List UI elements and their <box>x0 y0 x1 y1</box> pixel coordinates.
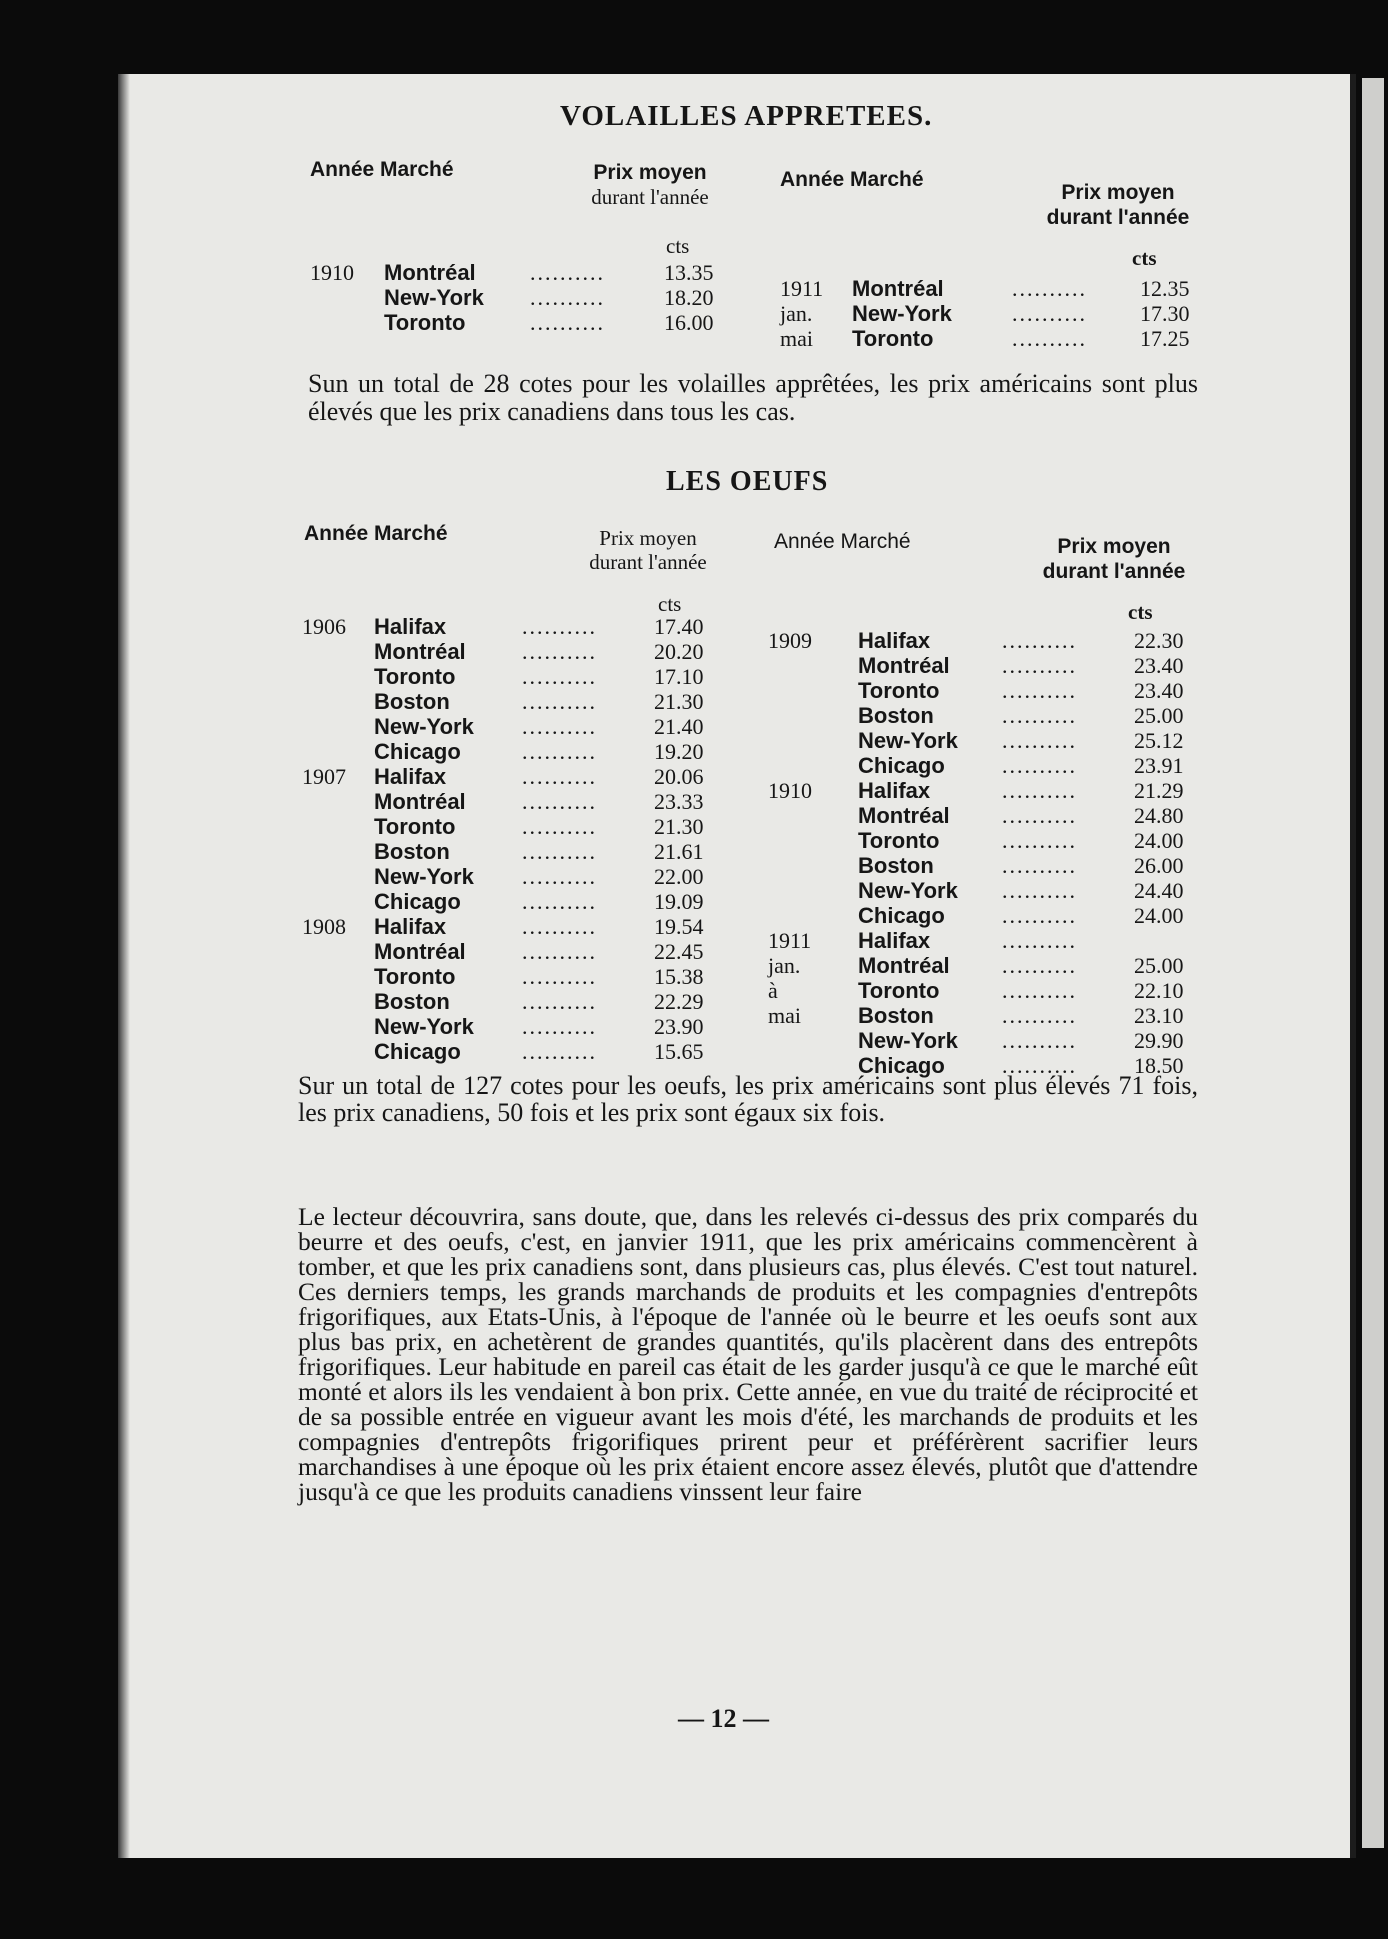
leader-dots: .......... <box>522 1039 597 1064</box>
leader-dots: .......... <box>522 764 597 789</box>
table-row <box>780 276 1200 301</box>
row-market: Chicago <box>858 903 945 928</box>
row-year: 1911 <box>780 276 824 301</box>
row-year: jan. <box>780 301 813 326</box>
row-price: 17.40 <box>654 614 704 639</box>
table-row <box>768 753 1208 778</box>
row-market: Toronto <box>858 828 940 853</box>
section-title-oeufs: LES OEUFS <box>666 466 829 497</box>
row-year: 1910 <box>310 260 354 285</box>
row-market: Chicago <box>374 739 461 764</box>
row-market: Toronto <box>858 678 940 703</box>
table-row <box>768 678 1208 703</box>
oeufs-table-left <box>302 614 732 1064</box>
leader-dots: .......... <box>1002 778 1077 803</box>
row-price: 17.30 <box>1140 301 1190 326</box>
row-price: 22.10 <box>1134 978 1184 1003</box>
table-row <box>780 326 1200 351</box>
row-year: jan. <box>768 953 801 978</box>
row-price: 21.30 <box>654 689 704 714</box>
row-market: Montréal <box>852 276 944 301</box>
row-market: Halifax <box>858 778 931 803</box>
row-price: 20.20 <box>654 639 704 664</box>
row-market: Boston <box>374 839 450 864</box>
col-prix-header-right: Prix moyen durant l'année <box>1046 181 1190 229</box>
row-market: New-York <box>374 714 474 739</box>
leader-dots: .......... <box>1002 653 1077 678</box>
oeufs-unit-cts-right: cts <box>1128 600 1153 624</box>
leader-dots: .......... <box>530 260 605 285</box>
table-row <box>768 953 1208 978</box>
row-year: 1911 <box>768 928 812 953</box>
row-market: Chicago <box>858 753 945 778</box>
row-market: Montréal <box>858 953 950 978</box>
oeufs-col-prix-header: Prix moyen durant l'année <box>589 526 707 574</box>
leader-dots: .......... <box>522 789 597 814</box>
row-market: New-York <box>852 301 952 326</box>
row-price: 25.12 <box>1134 728 1184 753</box>
leader-dots: .......... <box>1002 1028 1077 1053</box>
row-price: 24.00 <box>1134 828 1184 853</box>
row-year: 1907 <box>302 764 346 789</box>
row-market: Chicago <box>374 1039 461 1064</box>
leader-dots: .......... <box>522 839 597 864</box>
row-price: 15.65 <box>654 1039 704 1064</box>
row-market: Toronto <box>374 814 456 839</box>
table-row <box>302 964 732 989</box>
binding-shadow <box>118 74 130 1858</box>
row-price: 21.40 <box>654 714 704 739</box>
row-price: 23.90 <box>654 1014 704 1039</box>
row-price: 21.30 <box>654 814 704 839</box>
leader-dots: .......... <box>1012 276 1087 301</box>
table-row <box>302 639 732 664</box>
leader-dots: .......... <box>522 1014 597 1039</box>
row-price: 18.50 <box>1134 1053 1184 1078</box>
table-row <box>768 903 1208 928</box>
leader-dots: .......... <box>1002 1003 1077 1028</box>
row-market: Toronto <box>852 326 934 351</box>
leader-dots: .......... <box>1012 301 1087 326</box>
leader-dots: .......... <box>1002 903 1077 928</box>
row-price: 24.80 <box>1134 803 1184 828</box>
oeufs-summary: Sur un total de 127 cotes pour les oeufs, les prix américains sont plus élevés 71 fois, les prix canadiens, 50 fois et les prix sont égaux six fois. <box>298 1071 1198 1127</box>
row-price: 21.29 <box>1134 778 1184 803</box>
leader-dots: .......... <box>530 310 605 335</box>
table-row <box>768 828 1208 853</box>
row-market: New-York <box>374 1014 474 1039</box>
row-year: 1908 <box>302 914 346 939</box>
unit-cts: cts <box>666 234 690 258</box>
row-price: 18.20 <box>664 285 714 310</box>
row-market: New-York <box>858 1028 958 1053</box>
leader-dots: .......... <box>522 814 597 839</box>
row-price: 12.35 <box>1140 276 1190 301</box>
table-row <box>302 939 732 964</box>
leader-dots: .......... <box>1002 853 1077 878</box>
row-market: Toronto <box>384 310 466 335</box>
row-price: 23.40 <box>1134 653 1184 678</box>
leader-dots: .......... <box>1002 678 1077 703</box>
adjacent-page-edge <box>1362 78 1384 1848</box>
leader-dots: .......... <box>522 739 597 764</box>
row-price: 17.25 <box>1140 326 1190 351</box>
row-market: Montréal <box>858 653 950 678</box>
leader-dots: .......... <box>522 964 597 989</box>
table-row <box>768 878 1208 903</box>
row-market: Boston <box>374 989 450 1014</box>
row-price: 25.00 <box>1134 703 1184 728</box>
body-paragraph: Le lecteur découvrira, sans doute, que, dans les relevés ci-dessus des prix comparés du beurre et des oeufs, c'est, en janvier 1911, que les prix américains commencèrent à tomber, et que les prix canadiens sont, dans plusieurs cas, plus élevés. C'est tout naturel. Ces derniers temps, les grands marchands de produits et les compagnies d'entrepôts frigorifiques, aux Etats-Unis, à l'époque de l'année où le beurre et les oeufs sont aux plus bas prix, en achetèrent de grandes quantités, qu'ils placèrent dans des entrepôts frigorifiques. Leur habitude en pareil cas était de les garder jusqu'à ce que le marché eût monté et alors ils les vendaient à bon prix. Cette année, en vue du traité de réciprocité et de sa possible entrée en vigueur avant les mois d'été, les marchands de produits et les compagnies d'entrepôts frigorifiques prirent peur et préférèrent sacrifier leurs marchandises à une époque où les prix étaient encore assez élevés, plutôt que d'attendre jusqu'à ce que les produits canadiens vinssent leur faire <box>298 1202 1198 1506</box>
table-row <box>780 301 1200 326</box>
row-market: Montréal <box>374 639 466 664</box>
table-row <box>302 889 732 914</box>
table-row <box>302 864 732 889</box>
table-row <box>768 978 1208 1003</box>
row-price: 29.90 <box>1134 1028 1184 1053</box>
leader-dots: .......... <box>1002 978 1077 1003</box>
row-market: Toronto <box>374 664 456 689</box>
leader-dots: .......... <box>1002 803 1077 828</box>
table-row <box>768 703 1208 728</box>
row-price: 16.00 <box>664 310 714 335</box>
leader-dots: .......... <box>522 939 597 964</box>
row-market: Halifax <box>858 628 931 653</box>
col-prix-header: Prix moyen durant l'année <box>591 161 709 209</box>
table-row <box>302 1014 732 1039</box>
row-market: Boston <box>858 703 934 728</box>
volailles-summary: Sun un total de 28 cotes pour les volailles apprêtées, les prix américains sont plus élevés que les prix canadiens dans tous les cas. <box>308 369 1198 426</box>
section-title-volailles: VOLAILLES APPRETEES. <box>560 100 933 132</box>
table-row <box>302 839 732 864</box>
row-price: 22.45 <box>654 939 704 964</box>
row-market: Montréal <box>374 939 466 964</box>
leader-dots: .......... <box>522 639 597 664</box>
row-market: Boston <box>858 853 934 878</box>
col-annee-marche: Année Marché <box>310 158 454 181</box>
leader-dots: .......... <box>522 714 597 739</box>
table-row <box>302 914 732 939</box>
row-market: Chicago <box>374 889 461 914</box>
row-price: 26.00 <box>1134 853 1184 878</box>
row-year: 1909 <box>768 628 812 653</box>
page-number: — 12 — <box>678 1704 769 1733</box>
row-price: 20.06 <box>654 764 704 789</box>
row-market: Halifax <box>374 914 447 939</box>
row-price: 23.91 <box>1134 753 1184 778</box>
table-row <box>302 1039 732 1064</box>
table-row <box>768 803 1208 828</box>
row-price: 22.30 <box>1134 628 1184 653</box>
row-price: 23.33 <box>654 789 704 814</box>
leader-dots: .......... <box>522 664 597 689</box>
leader-dots: .......... <box>522 889 597 914</box>
table-row <box>768 853 1208 878</box>
oeufs-col-annee-marche-right: Année Marché <box>774 530 911 553</box>
row-year: mai <box>780 326 813 351</box>
table-row <box>768 1003 1208 1028</box>
table-row <box>768 928 1208 953</box>
row-market: Boston <box>858 1003 934 1028</box>
leader-dots: .......... <box>530 285 605 310</box>
row-market: Chicago <box>858 1053 945 1078</box>
volailles-table-left <box>310 260 730 335</box>
oeufs-unit-cts: cts <box>658 592 682 616</box>
leader-dots: .......... <box>1002 878 1077 903</box>
oeufs-col-annee-marche: Année Marché <box>304 522 448 545</box>
table-row <box>768 778 1208 803</box>
leader-dots: .......... <box>1002 953 1077 978</box>
leader-dots: .......... <box>1002 628 1077 653</box>
table-row <box>768 728 1208 753</box>
volailles-table-right <box>780 276 1200 351</box>
oeufs-table-right <box>768 628 1208 1078</box>
row-market: Montréal <box>374 789 466 814</box>
row-price: 25.00 <box>1134 953 1184 978</box>
row-price: 19.54 <box>654 914 704 939</box>
row-price: 19.09 <box>654 889 704 914</box>
row-market: Halifax <box>858 928 931 953</box>
row-market: Montréal <box>384 260 476 285</box>
row-market: Toronto <box>858 978 940 1003</box>
row-market: Montréal <box>858 803 950 828</box>
row-market: New-York <box>858 728 958 753</box>
row-price: 19.20 <box>654 739 704 764</box>
col-annee-marche-right: Année Marché <box>780 168 924 191</box>
row-price: 24.00 <box>1134 903 1184 928</box>
row-price: 24.40 <box>1134 878 1184 903</box>
leader-dots: .......... <box>1012 326 1087 351</box>
table-row <box>302 664 732 689</box>
row-market: Halifax <box>374 614 447 639</box>
leader-dots: .......... <box>522 614 597 639</box>
leader-dots: .......... <box>522 689 597 714</box>
unit-cts-right: cts <box>1132 246 1157 270</box>
row-price: 23.10 <box>1134 1003 1184 1028</box>
leader-dots: .......... <box>1002 828 1077 853</box>
table-row <box>768 653 1208 678</box>
row-market: Halifax <box>374 764 447 789</box>
leader-dots: .......... <box>1002 753 1077 778</box>
leader-dots: .......... <box>1002 1053 1077 1078</box>
leader-dots: .......... <box>1002 728 1077 753</box>
table-row <box>310 285 730 310</box>
leader-dots: .......... <box>1002 703 1077 728</box>
table-row <box>302 789 732 814</box>
table-row <box>768 1028 1208 1053</box>
table-row <box>302 814 732 839</box>
row-market: Boston <box>374 689 450 714</box>
row-market: Toronto <box>374 964 456 989</box>
table-row <box>302 689 732 714</box>
oeufs-col-prix-header-right: Prix moyen durant l'année <box>1042 535 1186 583</box>
row-price: 22.00 <box>654 864 704 889</box>
row-year: à <box>768 978 778 1003</box>
table-row <box>302 739 732 764</box>
leader-dots: .......... <box>522 914 597 939</box>
row-price: 23.40 <box>1134 678 1184 703</box>
row-year: 1906 <box>302 614 346 639</box>
row-price: 13.35 <box>664 260 714 285</box>
row-market: New-York <box>374 864 474 889</box>
scanned-page <box>118 74 1356 1858</box>
table-row <box>302 989 732 1014</box>
table-row <box>310 260 730 285</box>
leader-dots: .......... <box>522 864 597 889</box>
leader-dots: .......... <box>522 989 597 1014</box>
row-year: 1910 <box>768 778 812 803</box>
row-year: mai <box>768 1003 801 1028</box>
table-row <box>302 614 732 639</box>
row-market: New-York <box>858 878 958 903</box>
row-market: New-York <box>384 285 484 310</box>
table-row <box>768 628 1208 653</box>
row-price: 21.61 <box>654 839 704 864</box>
row-price: 17.10 <box>654 664 704 689</box>
row-price: 15.38 <box>654 964 704 989</box>
row-price: 22.29 <box>654 989 704 1014</box>
table-row <box>302 764 732 789</box>
leader-dots: .......... <box>1002 928 1077 953</box>
table-row <box>310 310 730 335</box>
table-row <box>302 714 732 739</box>
